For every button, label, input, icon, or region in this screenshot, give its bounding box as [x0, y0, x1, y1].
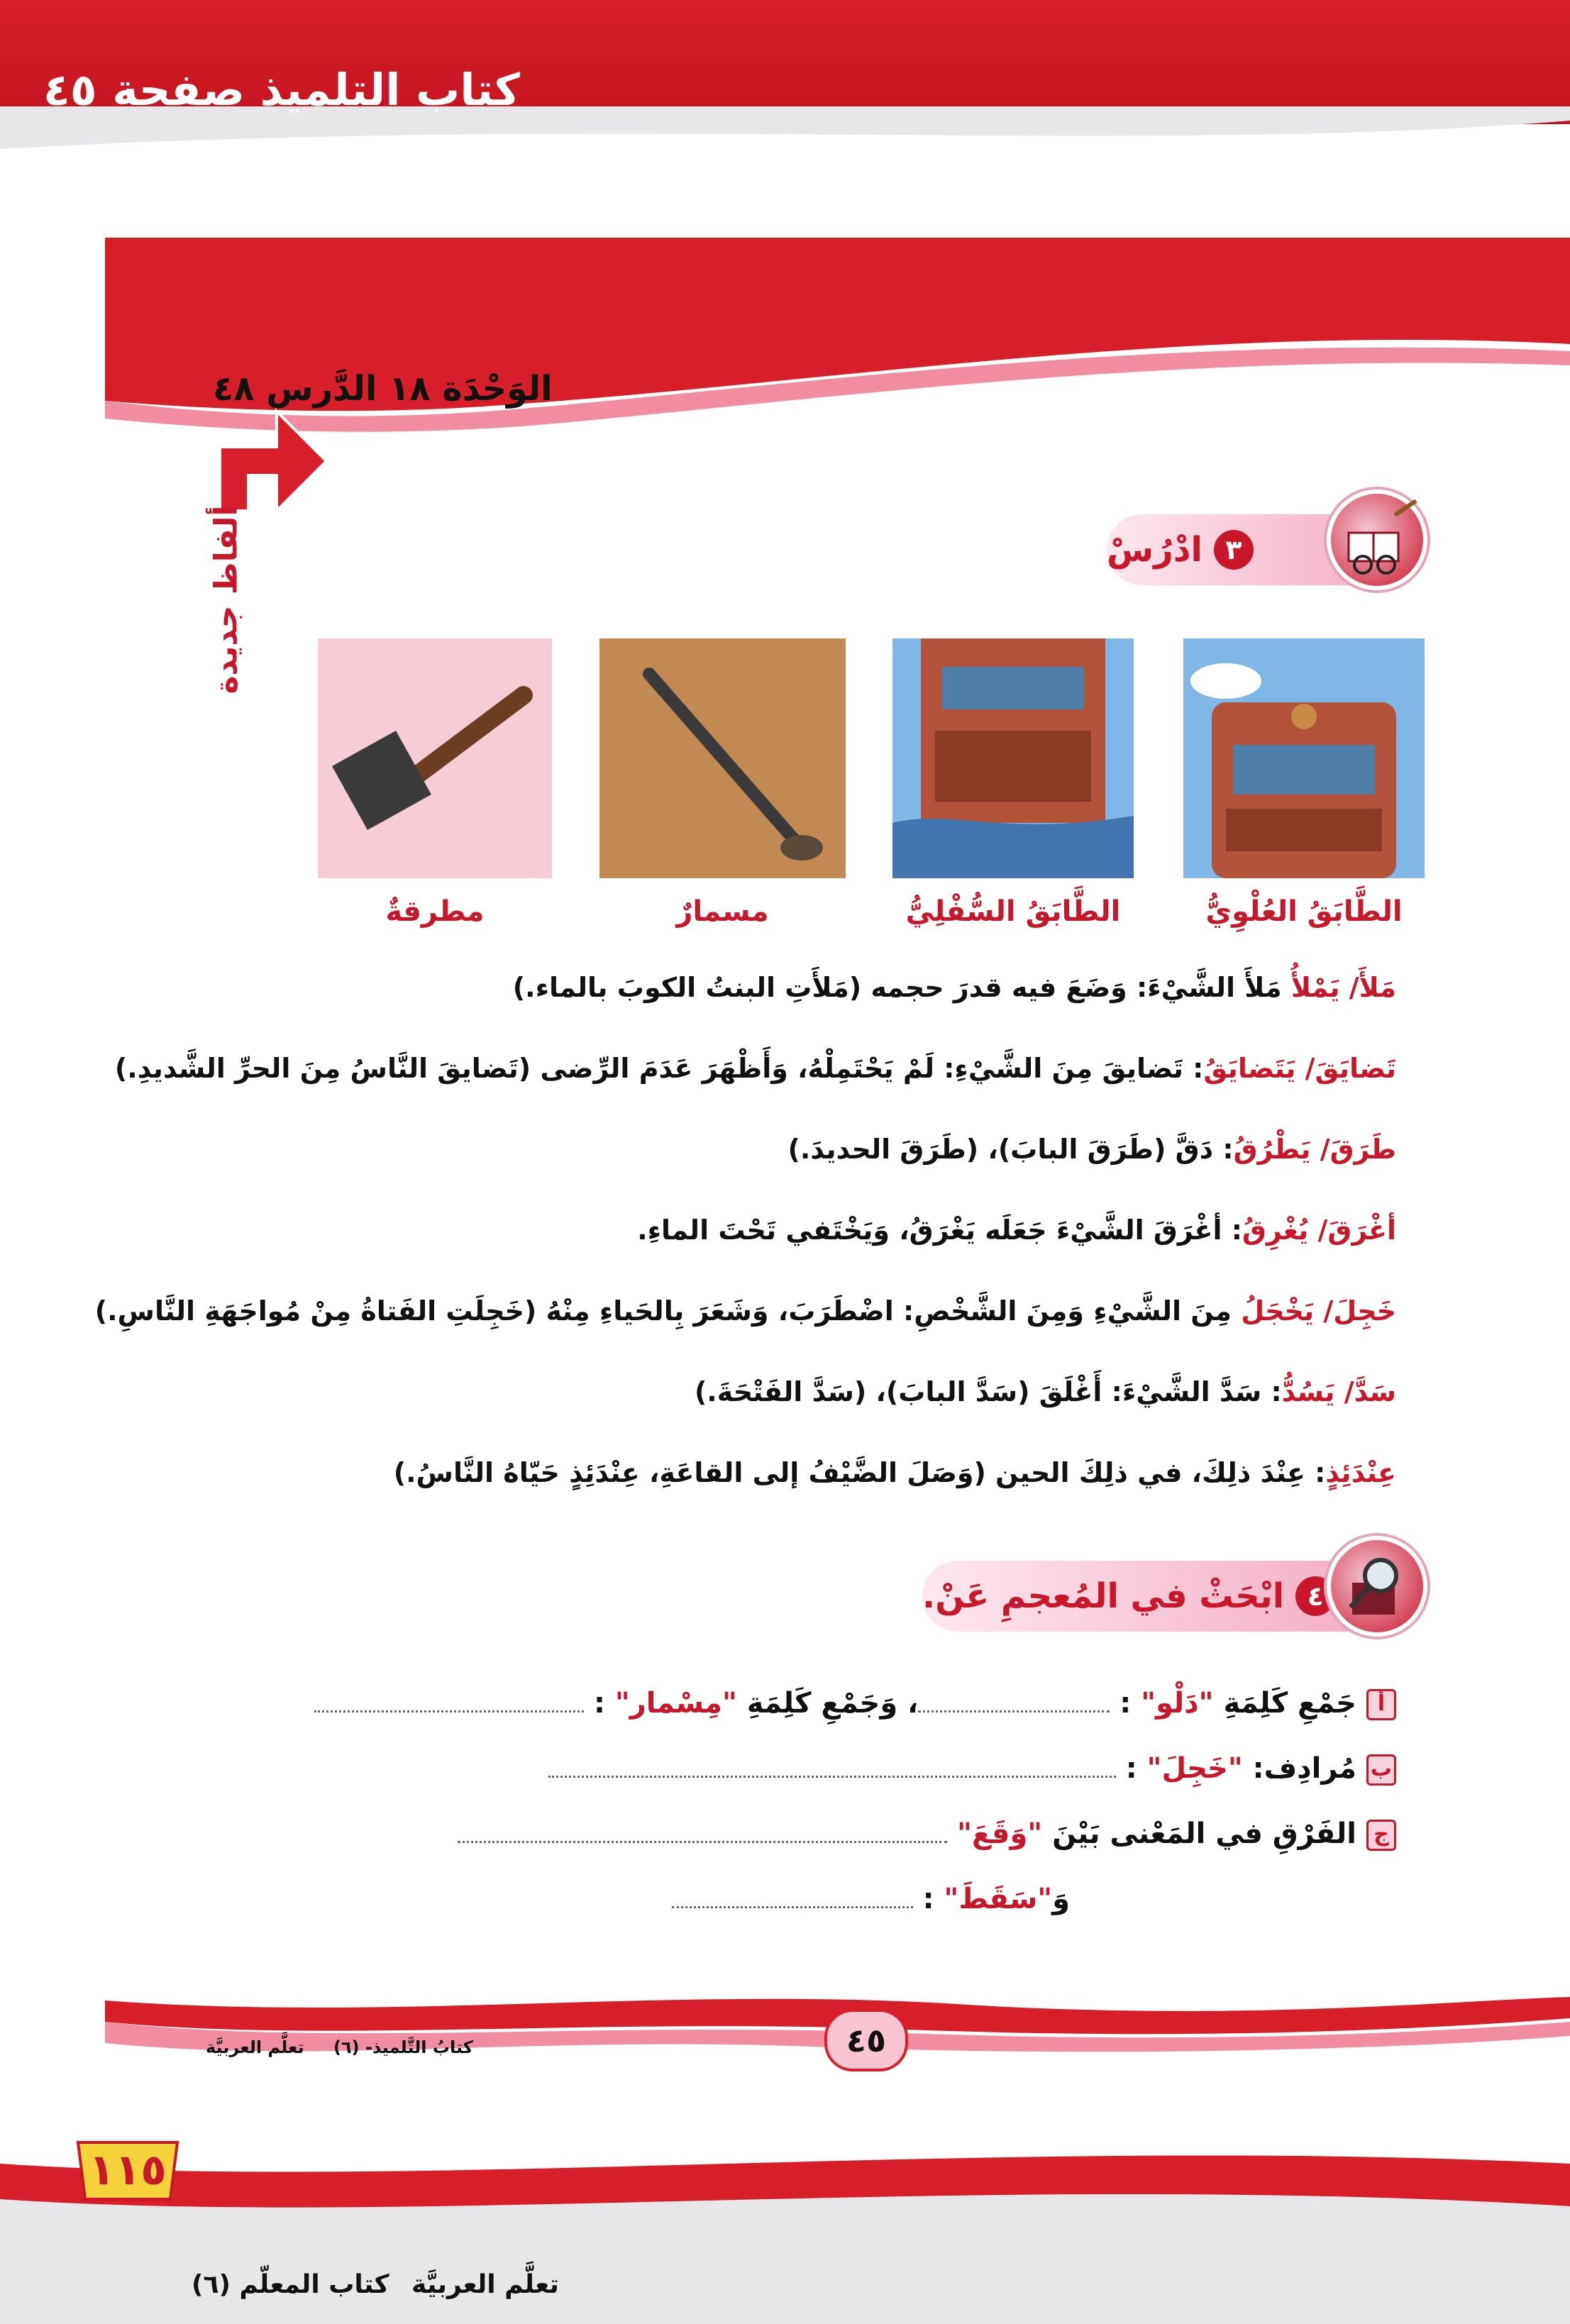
lower-deck-image [892, 638, 1134, 878]
vocab-line: سَدَّ/ يَسُدُّ: سَدَّ الشَّيْءَ: أَغْلَقَ (سَدَّ البابَ)، (سَدَّ الفَتْحَةَ.) [694, 1376, 1396, 1407]
section-label: ابْحَثْ في المُعجمِ عَنْ. [922, 1576, 1285, 1616]
exercise-key-a: أ [1366, 1689, 1396, 1720]
section-label: ادْرُسْ [1107, 530, 1203, 570]
exercise-b: بمُرادِف: "خَجِلَ" : [548, 1752, 1396, 1786]
page-header-title: كتاب التلميذ صفحة ٤٥ [43, 64, 520, 116]
vocab-line: عِنْدَئِذٍ: عِنْدَ ذلِكَ، في ذلِكَ الحين (وَصَلَ الضَّيْفُ إلى القاعَةِ، عِنْدَئِذٍ حَيّاهُ النَّاسُ.) [393, 1457, 1396, 1488]
section-number: ٣ [1214, 530, 1254, 570]
hammer-photo [318, 638, 552, 878]
image-caption-upper: الطَّابَقُ العُلْوِيُّ [1205, 895, 1403, 928]
vocab-line: مَلأَ/ يَمْلأُ مَلأَ الشَّيْءَ: وَضَعَ فيه قدرَ حجمه (مَلأَتِ البنتُ الكوبَ بالماء.) [512, 972, 1396, 1003]
inner-footer-book: تعلَّم العربيَّة [206, 2037, 304, 2057]
book-glasses-icon [1327, 489, 1427, 590]
answer-blank[interactable] [314, 1710, 584, 1712]
inner-footer-volume: كتابُ التَّلميذ- (٦) [333, 2037, 473, 2057]
vocab-line: تَضايَقَ/ يَتَضايَقُ: تَضايقَ مِنَ الشَّيْءِ: لَمْ يَحْتَمِلْهُ، وَأَظْهَرَ عَدَمَ الرِّضى (تَضايقَ النَّاسُ مِنَ الحرِّ الشَّديدِ.) [114, 1053, 1396, 1084]
upper-deck-image [1183, 638, 1425, 878]
answer-blank[interactable] [458, 1841, 947, 1843]
image-caption-lower: الطَّابَقُ السُّفْلِيُّ [905, 895, 1121, 928]
image-caption-hammer: مطرقةٌ [385, 895, 485, 928]
side-label: ألفاظ جديدة [208, 505, 245, 695]
unit-lesson-title: الوَحْدَة ١٨ الدَّرس ٤٨ [213, 369, 553, 409]
vocab-line: أغْرَقَ/ يُغْرِقُ: أغْرَقَ الشَّيْءَ جَعَلَه يَغْرَقُ، وَيَخْتَفي تَحْتَ الماءِ. [637, 1214, 1396, 1246]
nail-photo [599, 638, 846, 878]
exercise-c: جالفَرْقِ في المَعْنى بَيْنَ "وَقَعَ" [458, 1817, 1396, 1851]
exercise-key-c: ج [1366, 1820, 1396, 1851]
answer-blank[interactable] [548, 1776, 1116, 1778]
outer-page-number-badge: ١١٥ [71, 2135, 184, 2206]
inner-page-number: ٤٥ [824, 2009, 908, 2071]
answer-blank[interactable] [918, 1710, 1110, 1712]
outer-footer-volume: كتاب المعلّم (٦) [192, 2270, 389, 2299]
section-number: ٤ [1295, 1576, 1335, 1616]
magnifier-book-icon [1327, 1536, 1427, 1637]
answer-blank[interactable] [672, 1906, 913, 1908]
vocab-line: خَجِلَ/ يَخْجَلُ مِنَ الشَّيْءِ وَمِنَ الشَّخْصِ: اضْطَرَبَ، وَشَعَرَ بِالحَياءِ مِنْهُ (خَجِلَتِ الفَتاةُ مِنْ مُواجَهَةِ النَّاسِ.) [94, 1295, 1396, 1327]
image-caption-nail: مسمارٌ [676, 895, 769, 928]
outer-footer-book: تعلَّم العربيَّة [411, 2270, 559, 2299]
exercise-key-b: ب [1366, 1754, 1396, 1786]
vocab-line: طَرَقَ/ يَطْرُقُ: دَقَّ (طَرَقَ البابَ)، (طَرَقَ الحديدَ.) [787, 1134, 1396, 1165]
exercise-a: أجَمْعِ كَلِمَةِ "دَلْو" : ، وَجَمْعِ كَلِمَةِ "مِسْمار" : [314, 1687, 1396, 1720]
exercise-c-line2: وَ"سَقَطَ" : [672, 1883, 1070, 1915]
